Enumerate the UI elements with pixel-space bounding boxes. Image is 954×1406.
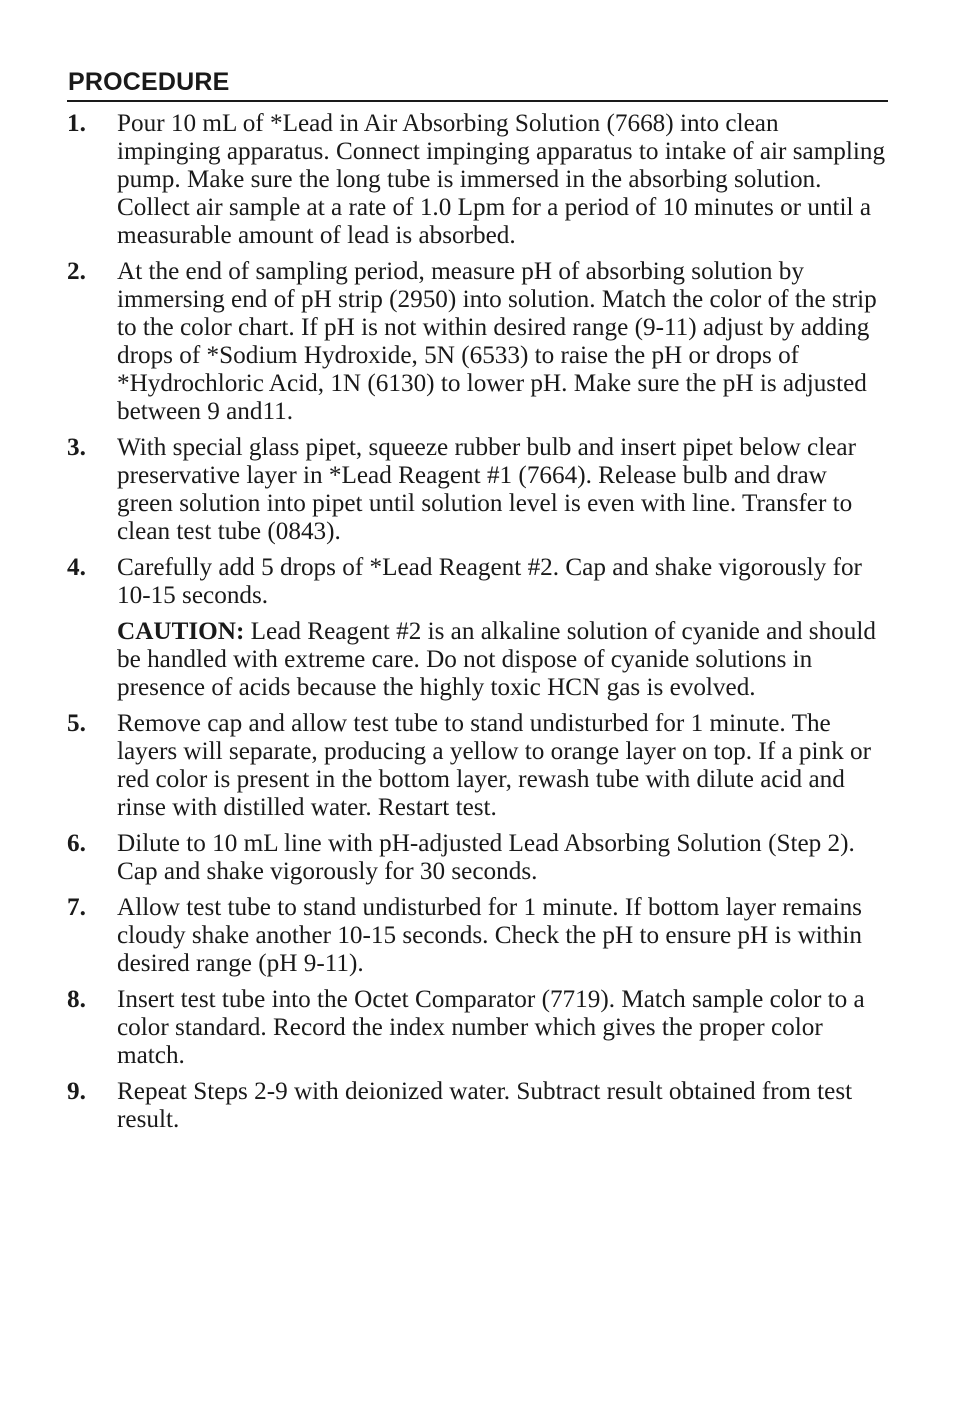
step-text: Allow test tube to stand undisturbed for 1 minute. If bottom layer remains cloudy shake another 10-15 seconds. Check the pH to ensure pH is within desired range (pH 9-11). [117, 894, 862, 977]
step-2 [67, 258, 888, 426]
step-text: Pour 10 mL of *Lead in Air Absorbing Solution (7668) into clean impinging apparatus. Connect impinging apparatus to intake of air sampling pump. Make sure the long tube is immersed in the absorbing solution. Collect air sample at a rate of 1.0 Lpm for a period of 10 minutes or until a measurable amount of lead is absorbed. [117, 110, 886, 249]
step-number: 3. [67, 434, 86, 461]
step-9 [67, 1078, 888, 1134]
step-3 [67, 434, 888, 546]
step-number: 2. [67, 258, 86, 285]
step-number: 1. [67, 110, 86, 137]
caution-note [117, 618, 888, 702]
step-body [117, 554, 888, 702]
caution-label: CAUTION: [117, 618, 245, 645]
step-number: 8. [67, 986, 86, 1013]
step-number: 7. [67, 894, 86, 921]
step-text: Dilute to 10 mL line with pH-adjusted Lead Absorbing Solution (Step 2). Cap and shake vigorously for 30 seconds. [117, 830, 855, 885]
step-number: 4. [67, 554, 86, 581]
step-text: Remove cap and allow test tube to stand undisturbed for 1 minute. The layers will separate, producing a yellow to orange layer on top. If a pink or red color is present in the bottom layer, rewash tube with dilute acid and rinse with distilled water. Restart test. [117, 710, 871, 821]
step-body [117, 110, 888, 250]
step-body [117, 258, 888, 426]
step-text: Insert test tube into the Octet Comparator (7719). Match sample color to a color standard. Record the index number which gives the proper color match. [117, 986, 865, 1069]
step-1 [67, 110, 888, 250]
step-6 [67, 830, 888, 886]
step-body [117, 1078, 888, 1134]
heading-rule [67, 100, 888, 102]
procedure-steps [67, 110, 888, 1134]
step-body [117, 830, 888, 886]
step-text: At the end of sampling period, measure pH of absorbing solution by immersing end of pH strip (2950) into solution. Match the color of the strip to the color chart. If pH is not within desired range (9-11) adjust by adding drops of *Sodium Hydroxide, 5N (6533) to raise the pH or drops of *Hydrochloric Acid, 1N (6130) to lower pH. Make sure the pH is adjusted between 9 and11. [117, 258, 877, 425]
step-text: With special glass pipet, squeeze rubber bulb and insert pipet below clear preservative layer in *Lead Reagent #1 (7664). Release bulb and draw green solution into pipet until solution level is even with line. Transfer to clean test tube (0843). [117, 434, 856, 545]
step-4 [67, 554, 888, 702]
step-text: Carefully add 5 drops of *Lead Reagent #2. Cap and shake vigorously for 10-15 seconds. [117, 554, 862, 609]
procedure-heading: PROCEDURE [68, 68, 230, 96]
step-number: 6. [67, 830, 86, 857]
procedure-page [67, 66, 888, 1142]
caution-text: Lead Reagent #2 is an alkaline solution of cyanide and should be handled with extreme care. Do not dispose of cyanide solutions in presence of acids because the highly toxic HCN gas is evolved. [117, 618, 876, 701]
step-body [117, 434, 888, 546]
step-7 [67, 894, 888, 978]
step-8 [67, 986, 888, 1070]
step-5 [67, 710, 888, 822]
step-number: 9. [67, 1078, 86, 1105]
step-body [117, 710, 888, 822]
step-body [117, 986, 888, 1070]
step-text: Repeat Steps 2-9 with deionized water. Subtract result obtained from test result. [117, 1078, 853, 1133]
step-body [117, 894, 888, 978]
step-number: 5. [67, 710, 86, 737]
